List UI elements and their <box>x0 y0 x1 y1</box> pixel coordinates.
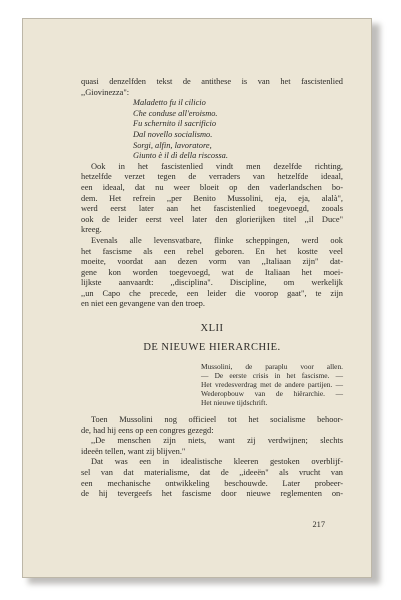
paragraph-congress <box>81 415 343 457</box>
text-line: de, had hij eens op een congres gezegd: <box>81 425 214 435</box>
text-line: lijkste aanvaardt: ,,disciplina". Discipline, om werkelijk <box>81 278 343 288</box>
text-line: werd eerst later aan het fascistenlied toegevoegd, zooals <box>81 204 343 214</box>
chapter-summary <box>201 362 343 407</box>
paragraph-rebel <box>81 236 343 310</box>
poem-line: Giunto è il dì della riscossa. <box>133 151 228 161</box>
poem-line: Sorgi, alfin, lavoratore, <box>133 140 212 150</box>
chapter-number: XLII <box>200 323 224 335</box>
text-line: het fascisme als een rebel geboren. En het kostte veel <box>81 246 343 256</box>
chapter-title: DE NIEUWE HIERARCHIE. <box>143 342 281 354</box>
paragraph-materialism <box>81 457 343 499</box>
poem-quote <box>81 98 343 162</box>
poem-line: Che conduse all'eroismo. <box>133 108 218 118</box>
text-line: Evenals alle levensvatbare, flinke scheppingen, werd ook <box>91 235 343 245</box>
poem-line: Maladetto fu il cilicio <box>133 98 206 108</box>
page-text <box>81 77 343 500</box>
summary-line: — De eerste crisis in het fascisme. — <box>201 371 343 381</box>
summary-line: Het nieuwe tijdschrift. <box>201 398 268 408</box>
text-line: moeite, voordat aan dezen vorm van ,,Italiaan zijn" dat- <box>81 257 343 267</box>
text-line: en niet een gevangene van den troep. <box>81 299 205 309</box>
text-line: ook de leider eerst veel later den glorierijken titel ,,il Duce" <box>81 214 343 224</box>
text-line: kreeg. <box>81 225 102 235</box>
text-line: een mechanische ontwikkeling beschouwde. Later probeer- <box>81 478 343 488</box>
text-line: Dat was een in idealistische kleeren gestoken overblijf- <box>91 457 343 467</box>
book-page <box>22 18 372 578</box>
summary-line: Het vredesverdrag met de andere partijen. — <box>201 380 343 390</box>
text-line: quasi denzelfden tekst de antithese is van het fascistenlied <box>81 77 343 86</box>
text-line: ,,De menschen zijn niets, want zij verdwijnen; slechts <box>91 436 343 446</box>
text-line: Ook in het fascistenlied vindt men dezelfde richting, <box>91 161 343 171</box>
summary-line: Wederopbouw van de hiërarchie. — <box>201 389 343 399</box>
text-line: hetzelfde verzet tegen de verraders van hetzelfde ideaal, <box>81 172 343 182</box>
summary-line: Mussolini, de paraplu voor allen. <box>201 362 343 372</box>
text-line: de hij tevergeefs het fascisme door nieuwe reglementen on- <box>81 489 343 499</box>
page-number: 217 <box>312 520 325 529</box>
paragraph-fascist-song <box>81 162 343 236</box>
poem-line: Dal novello socialismo. <box>133 129 213 139</box>
text-line: ,,Giovinezza": <box>81 87 130 97</box>
poem-line: Fu schernito il sacrificio <box>133 119 217 129</box>
text-line: dem. Het refrein ,,per Benito Mussolini, eja, eja, alalà", <box>81 193 343 203</box>
text-line: Toen Mussolini nog officieel tot het socialisme behoor- <box>91 415 343 425</box>
text-line: sel van dat materialisme, dat de ,,ideeën" als vrucht van <box>81 468 343 478</box>
text-line: ideeën tellen, want zij blijven." <box>81 446 186 456</box>
paragraph-intro <box>81 77 343 98</box>
text-line: ,,un Capo che precede, een leider die voorop gaat", te zijn <box>81 288 343 298</box>
text-line: gene kon worden toegevoegd, wat de Italiaan het moei- <box>81 267 343 277</box>
text-line: een ideaal, dat nu weer bloeit op den vaderlandschen bo- <box>81 182 343 192</box>
